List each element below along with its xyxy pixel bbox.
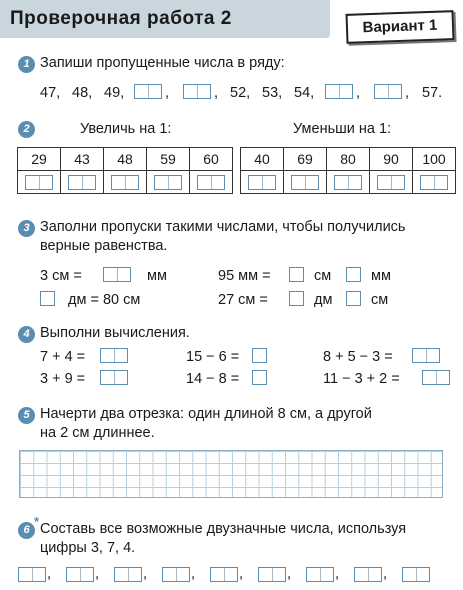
answer-box[interactable] <box>289 291 304 306</box>
answer-box[interactable] <box>100 370 128 385</box>
answer-box[interactable] <box>346 267 361 282</box>
task4-instruction: Выполни вычисления. <box>40 325 190 341</box>
seq-number: 54, <box>294 85 315 101</box>
answer-box[interactable] <box>334 175 362 190</box>
answer-box[interactable] <box>374 84 402 99</box>
variant-label <box>346 10 455 44</box>
decrease-label: Уменьши на 1: <box>293 121 392 137</box>
answer-box[interactable] <box>68 175 96 190</box>
task-number-3: 3 <box>18 220 35 237</box>
seq-number: 52, <box>230 85 251 101</box>
increase-label: Увеличь на 1: <box>80 121 172 137</box>
equation-text: дм = 80 см <box>68 292 141 308</box>
unit-label: мм <box>147 268 167 284</box>
expression: 8 + 5 − 3 = <box>323 349 393 365</box>
seq-number: 47, <box>40 85 61 101</box>
equation-text: 95 мм = <box>218 268 271 284</box>
task-number-1: 1 <box>18 56 35 73</box>
answer-box[interactable] <box>422 370 450 385</box>
separator: , <box>95 566 100 582</box>
table-cell: 40 <box>241 148 284 171</box>
answer-box[interactable] <box>210 567 238 582</box>
task5-line1: Начерти два отрезка: один длиной 8 см, а другой <box>40 406 372 422</box>
task-number-4: 4 <box>18 326 35 343</box>
seq-comma: , <box>356 85 361 101</box>
answer-box[interactable] <box>248 175 276 190</box>
seq-comma: , <box>214 85 219 101</box>
equation-text: 27 см = <box>218 292 268 308</box>
table-cell: 59 <box>147 148 190 171</box>
seq-number: 57. <box>422 85 443 101</box>
task1-instruction: Запиши пропущенные числа в ряду: <box>40 55 285 71</box>
seq-number: 48, <box>72 85 93 101</box>
task6-line1: Составь все возможные двузначные числа, используя <box>40 521 407 537</box>
table-row <box>241 171 456 194</box>
answer-box[interactable] <box>412 348 440 363</box>
expression: 14 − 8 = <box>186 371 240 387</box>
answer-box[interactable] <box>252 370 267 385</box>
answer-box[interactable] <box>197 175 225 190</box>
answer-box[interactable] <box>66 567 94 582</box>
answer-box[interactable] <box>103 267 131 282</box>
seq-comma: , <box>405 85 410 101</box>
answer-box[interactable] <box>252 348 267 363</box>
answer-box[interactable] <box>154 175 182 190</box>
task-number-6: 6 <box>18 522 35 539</box>
unit-label: мм <box>371 268 391 284</box>
table-cell: 80 <box>327 148 370 171</box>
table-cell: 48 <box>104 148 147 171</box>
answer-box[interactable] <box>289 267 304 282</box>
table-cell: 60 <box>190 148 233 171</box>
star-mark: * <box>34 514 40 529</box>
seq-number: 53, <box>262 85 283 101</box>
task3-instruction-line1: Заполни пропуски такими числами, чтобы получились <box>40 219 406 235</box>
task5-line2: на 2 см длиннее. <box>40 425 155 441</box>
answer-box[interactable] <box>40 291 55 306</box>
page-title: Проверочная работа 2 <box>10 8 232 29</box>
seq-number: 49, <box>104 85 125 101</box>
answer-box[interactable] <box>183 84 211 99</box>
separator: , <box>239 566 244 582</box>
table-row <box>18 148 233 171</box>
unit-label: дм <box>314 292 333 308</box>
variant-text: Вариант 1 <box>362 16 438 37</box>
task6-line2: цифры 3, 7, 4. <box>40 540 136 556</box>
separator: , <box>383 566 388 582</box>
separator: , <box>47 566 52 582</box>
task-number-5: 5 <box>18 407 35 424</box>
separator: , <box>191 566 196 582</box>
equation-text: 3 см = <box>40 268 82 284</box>
answer-box[interactable] <box>402 567 430 582</box>
answer-box[interactable] <box>420 175 448 190</box>
unit-label: см <box>314 268 332 284</box>
decrease-table <box>240 147 456 194</box>
answer-box[interactable] <box>377 175 405 190</box>
answer-box[interactable] <box>354 567 382 582</box>
answer-box[interactable] <box>25 175 53 190</box>
table-cell: 29 <box>18 148 61 171</box>
task3-instruction-line2: верные равенства. <box>40 238 168 254</box>
table-cell: 100 <box>413 148 456 171</box>
answer-box[interactable] <box>306 567 334 582</box>
answer-box[interactable] <box>258 567 286 582</box>
answer-box[interactable] <box>134 84 162 99</box>
separator: , <box>143 566 148 582</box>
seq-comma: , <box>165 85 170 101</box>
table-row <box>241 148 456 171</box>
answer-box[interactable] <box>111 175 139 190</box>
unit-label: см <box>371 292 389 308</box>
answer-box[interactable] <box>291 175 319 190</box>
table-cell: 43 <box>61 148 104 171</box>
separator: , <box>287 566 292 582</box>
table-cell: 69 <box>284 148 327 171</box>
expression: 11 − 3 + 2 = <box>323 371 400 387</box>
answer-box[interactable] <box>100 348 128 363</box>
answer-box[interactable] <box>346 291 361 306</box>
answer-box[interactable] <box>18 567 46 582</box>
answer-box[interactable] <box>114 567 142 582</box>
separator: , <box>335 566 340 582</box>
table-row <box>18 171 233 194</box>
expression: 3 + 9 = <box>40 371 86 387</box>
expression: 7 + 4 = <box>40 349 86 365</box>
header-banner <box>0 0 330 38</box>
expression: 15 − 6 = <box>186 349 240 365</box>
task-number-2: 2 <box>18 121 35 138</box>
answer-box[interactable] <box>325 84 353 99</box>
answer-box[interactable] <box>162 567 190 582</box>
table-cell: 90 <box>370 148 413 171</box>
drawing-grid[interactable] <box>19 450 443 498</box>
increase-table <box>17 147 233 194</box>
